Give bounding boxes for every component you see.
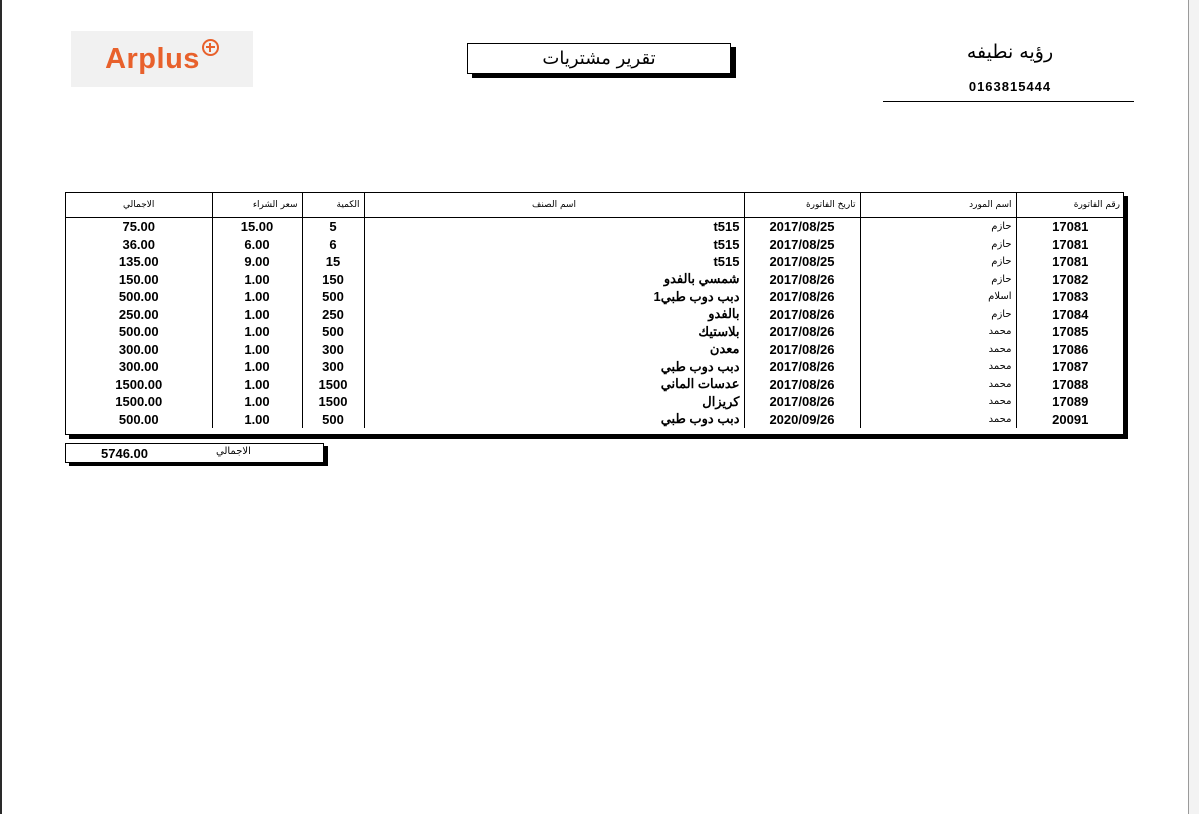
cell-invoice-no: 17088 <box>1016 376 1124 394</box>
brand-logo-text: Arplus <box>105 42 200 75</box>
cell-supplier: حازم <box>860 236 1016 254</box>
report-title-text: تقرير مشتريات <box>542 48 656 69</box>
cell-date: 2017/08/26 <box>744 341 860 359</box>
cell-total: 300.00 <box>118 341 159 357</box>
cell-total: 36.00 <box>122 236 156 252</box>
cell-date: 2017/08/26 <box>744 393 860 411</box>
cell-price: 1.00 <box>212 341 302 359</box>
cell-supplier: حازم <box>860 253 1016 271</box>
cell-price: 1.00 <box>212 393 302 411</box>
cell-total: 300.00 <box>118 359 159 375</box>
cell-date: 2020/09/26 <box>744 411 860 429</box>
cell-item: شمسي بالفدو <box>364 271 744 289</box>
cell-total: 135.00 <box>118 254 159 270</box>
cell-date: 2017/08/25 <box>744 236 860 254</box>
cell-supplier: محمد <box>860 323 1016 341</box>
cell-date: 2017/08/26 <box>744 306 860 324</box>
cell-supplier: محمد <box>860 341 1016 359</box>
cell-price: 1.00 <box>212 358 302 376</box>
purchases-table-grid <box>66 193 1124 428</box>
cell-invoice-no: 17082 <box>1016 271 1124 289</box>
report-title <box>467 43 731 74</box>
cell-item: t515 <box>364 236 744 254</box>
table-row <box>66 288 1124 306</box>
table-row <box>66 341 1124 359</box>
cell-qty: 15 <box>302 253 364 271</box>
table-row <box>66 253 1124 271</box>
cell-supplier: محمد <box>860 376 1016 394</box>
cell-qty: 1500 <box>302 393 364 411</box>
cell-invoice-no: 17089 <box>1016 393 1124 411</box>
cell-qty: 1500 <box>302 376 364 394</box>
grand-total-box <box>65 443 324 463</box>
cell-item: دبب دوب طبي <box>364 411 744 429</box>
cell-item: معدن <box>364 341 744 359</box>
grand-total-value: 5746.00 <box>101 446 148 461</box>
cell-qty: 250 <box>302 306 364 324</box>
cell-item: t515 <box>364 218 744 236</box>
cell-total: 75.00 <box>122 219 156 235</box>
table-row <box>66 236 1124 254</box>
table-row <box>66 376 1124 394</box>
cell-supplier: محمد <box>860 358 1016 376</box>
cell-qty: 6 <box>302 236 364 254</box>
page-gutter <box>1189 0 1199 814</box>
cell-date: 2017/08/25 <box>744 253 860 271</box>
cell-qty: 300 <box>302 341 364 359</box>
header-supplier: اسم المورد <box>860 193 1016 218</box>
cell-price: 1.00 <box>212 323 302 341</box>
cell-invoice-no: 17081 <box>1016 236 1124 254</box>
cell-date: 2017/08/25 <box>744 218 860 236</box>
table-row <box>66 323 1124 341</box>
table-row <box>66 306 1124 324</box>
cell-invoice-no: 17083 <box>1016 288 1124 306</box>
cell-date: 2017/08/26 <box>744 376 860 394</box>
cell-total: 250.00 <box>118 306 159 322</box>
page-edge-left <box>0 0 2 814</box>
cell-qty: 500 <box>302 411 364 429</box>
cell-supplier: محمد <box>860 411 1016 429</box>
cell-supplier: حازم <box>860 218 1016 236</box>
header-invoice-no: رقم الفاتورة <box>1016 193 1124 218</box>
cell-qty: 300 <box>302 358 364 376</box>
header-item: اسم الصنف <box>364 193 744 218</box>
cell-price: 1.00 <box>212 306 302 324</box>
cell-price: 6.00 <box>212 236 302 254</box>
table-header-row <box>66 193 1124 218</box>
cell-invoice-no: 17081 <box>1016 218 1124 236</box>
cell-invoice-no: 17081 <box>1016 253 1124 271</box>
cell-qty: 500 <box>302 323 364 341</box>
cell-invoice-no: 17087 <box>1016 358 1124 376</box>
cell-item: t515 <box>364 253 744 271</box>
header-price: سعر الشراء <box>212 193 302 218</box>
cell-item: عدسات الماني <box>364 376 744 394</box>
company-phone: 0163815444 <box>968 79 1052 94</box>
table-row <box>66 358 1124 376</box>
header-date: تاريخ الفاتورة <box>744 193 860 218</box>
cell-price: 1.00 <box>212 288 302 306</box>
company-name: رؤيه نطيفه <box>966 41 1054 63</box>
table-row <box>66 393 1124 411</box>
cell-price: 1.00 <box>212 271 302 289</box>
table-row <box>66 218 1124 236</box>
cell-invoice-no: 20091 <box>1016 411 1124 429</box>
cell-total: 1500.00 <box>115 376 163 392</box>
purchases-table <box>65 192 1124 435</box>
cell-date: 2017/08/26 <box>744 323 860 341</box>
cell-qty: 5 <box>302 218 364 236</box>
cell-date: 2017/08/26 <box>744 271 860 289</box>
cell-qty: 150 <box>302 271 364 289</box>
cell-supplier: حازم <box>860 271 1016 289</box>
cell-price: 15.00 <box>212 218 302 236</box>
cell-total: 500.00 <box>118 289 159 305</box>
cell-price: 9.00 <box>212 253 302 271</box>
cell-qty: 500 <box>302 288 364 306</box>
cell-item: بالفدو <box>364 306 744 324</box>
brand-logo <box>71 31 253 87</box>
cell-supplier: حازم <box>860 306 1016 324</box>
cell-invoice-no: 17086 <box>1016 341 1124 359</box>
cell-supplier: محمد <box>860 393 1016 411</box>
cell-date: 2017/08/26 <box>744 358 860 376</box>
cell-item: بلاستيك <box>364 323 744 341</box>
cell-total: 1500.00 <box>115 394 163 410</box>
header-qty: الكمية <box>302 193 364 218</box>
cell-invoice-no: 17085 <box>1016 323 1124 341</box>
cell-date: 2017/08/26 <box>744 288 860 306</box>
cell-invoice-no: 17084 <box>1016 306 1124 324</box>
cell-item: كريزال <box>364 393 744 411</box>
cell-total: 500.00 <box>118 324 159 340</box>
cell-item: دبب دوب طبي <box>364 358 744 376</box>
table-row <box>66 411 1124 429</box>
cell-price: 1.00 <box>212 411 302 429</box>
cell-total: 150.00 <box>118 271 159 287</box>
header-divider <box>883 101 1134 102</box>
cell-total: 500.00 <box>118 411 159 427</box>
cell-supplier: اسلام <box>860 288 1016 306</box>
plus-circle-icon <box>202 39 219 56</box>
header-total: الاجمالي <box>66 193 212 218</box>
cell-price: 1.00 <box>212 376 302 394</box>
grand-total-label: الاجمالي <box>216 446 251 457</box>
cell-item: دبب دوب طبي1 <box>364 288 744 306</box>
table-row <box>66 271 1124 289</box>
